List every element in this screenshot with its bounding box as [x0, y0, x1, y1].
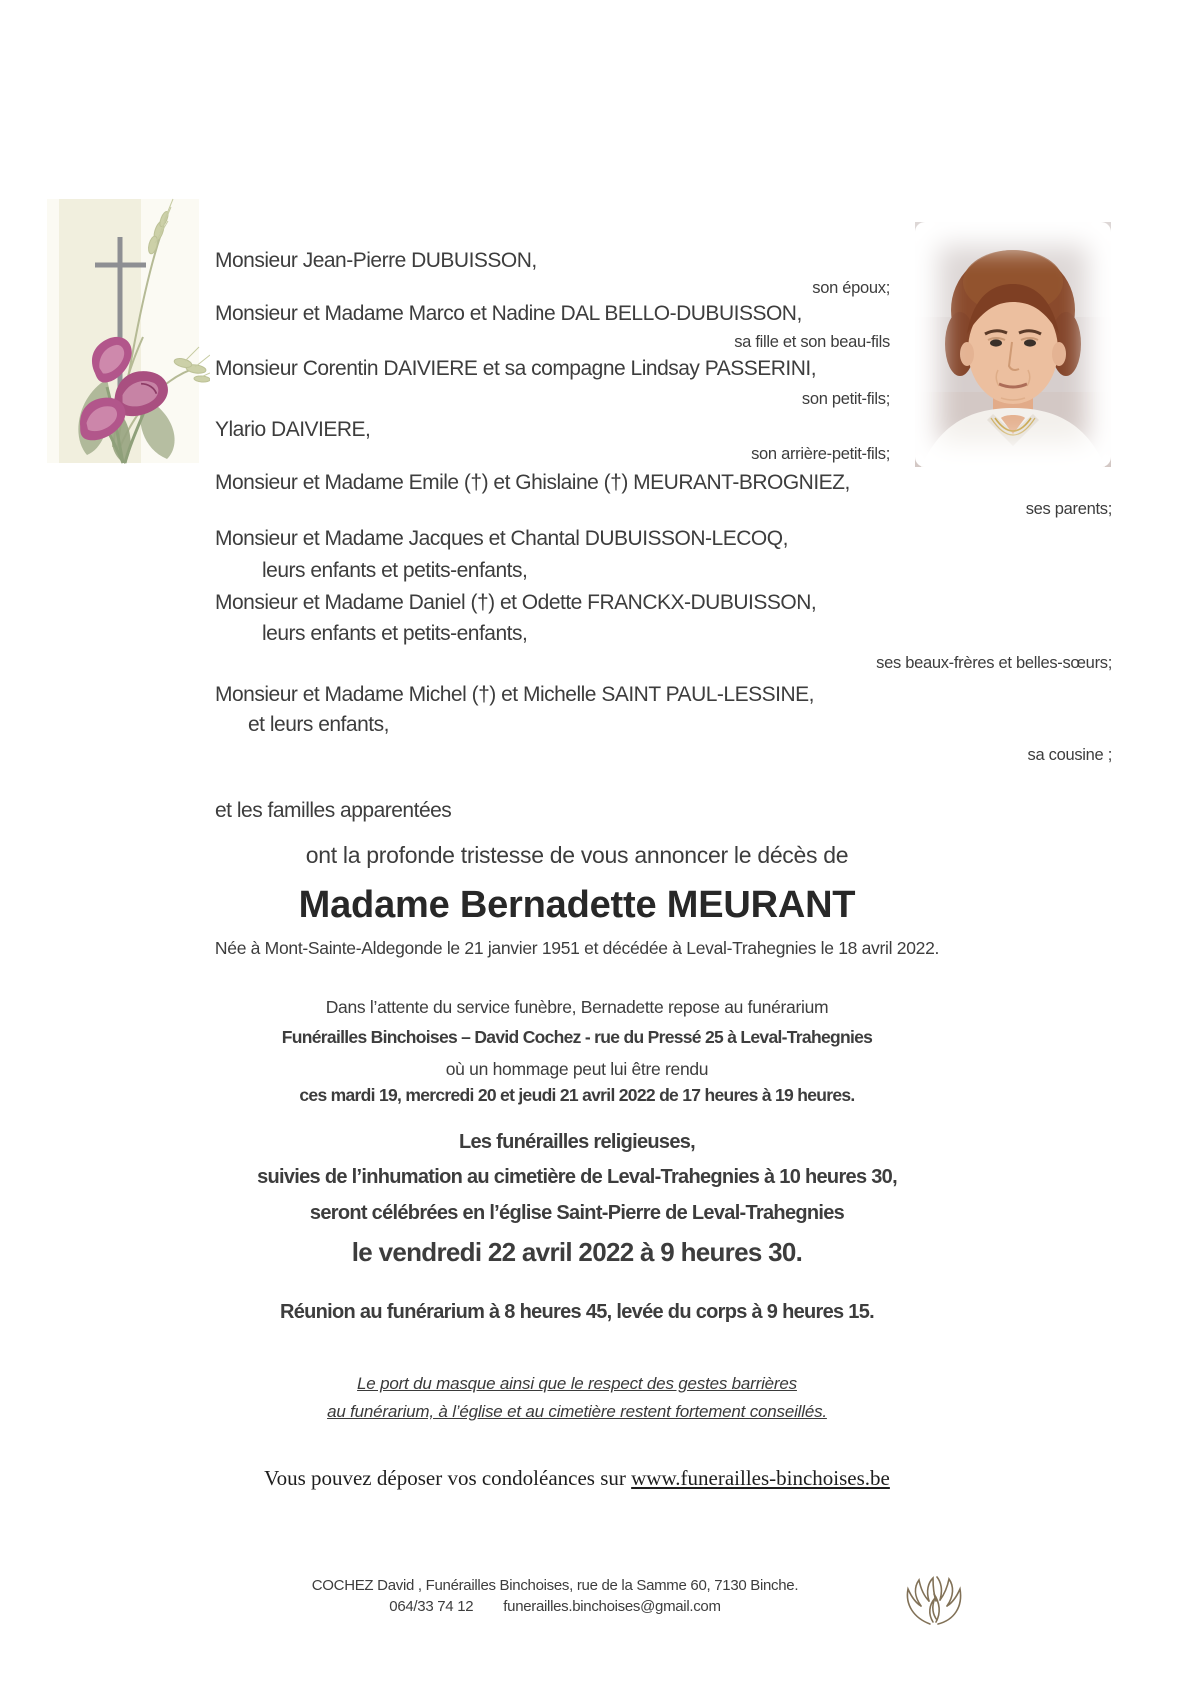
- family-member-line: leurs enfants et petits-enfants,: [262, 559, 528, 582]
- footer-email: funerailles.binchoises@gmail.com: [503, 1598, 721, 1615]
- family-member-line: Monsieur et Madame Michel (†) et Michelle SAINT PAUL-LESSINE,: [215, 683, 814, 706]
- funeral-date-line: le vendredi 22 avril 2022 à 9 heures 30.: [351, 1237, 803, 1267]
- birth-death-line: Née à Mont-Sainte-Aldegonde le 21 janvier 1951 et décédée à Leval-Trahegnies le 18 avril 2022.: [214, 938, 940, 958]
- family-member-line: Monsieur Jean-Pierre DUBUISSON,: [215, 249, 537, 272]
- condolences-website-link[interactable]: www.funerailles-binchoises.be: [631, 1466, 890, 1490]
- deceased-portrait-photo: [915, 222, 1111, 467]
- condolences-line: [0, 1467, 1154, 1489]
- relationship-label: son époux;: [812, 279, 890, 297]
- calla-lily-cross-artwork: [47, 197, 210, 465]
- funeral-home-logo: [900, 1576, 968, 1630]
- visiting-hours-line: ces mardi 19, mercredi 20 et jeudi 21 avril 2022 de 17 heures à 19 heures.: [299, 1085, 855, 1105]
- relationship-label: son arrière-petit-fils;: [751, 445, 890, 463]
- funeral-line: seront célébrées en l’église Saint-Pierre de Leval-Trahegnies: [309, 1202, 845, 1224]
- funeral-home-address-line: Funérailles Binchoises – David Cochez - rue du Pressé 25 à Leval-Trahegnies: [281, 1027, 873, 1047]
- family-member-line: Monsieur et Madame Jacques et Chantal DUBUISSON-LECOQ,: [215, 527, 788, 550]
- footer-address-line: COCHEZ David , Funérailles Binchoises, rue de la Samme 60, 7130 Binche.: [311, 1577, 799, 1594]
- relationship-label: sa fille et son beau-fils: [734, 333, 890, 351]
- relationship-label: ses beaux-frères et belles-sœurs;: [876, 654, 1112, 672]
- condolences-text: Vous pouvez déposer vos condoléances sur: [264, 1466, 632, 1490]
- portrait-illustration: [915, 222, 1111, 467]
- family-member-line: Monsieur et Madame Marco et Nadine DAL BELLO-DUBUISSON,: [215, 302, 802, 325]
- family-member-line: Ylario DAIVIERE,: [215, 418, 371, 441]
- footer-phone: 064/33 74 12: [389, 1598, 474, 1615]
- announcement-intro: ont la profonde tristesse de vous annoncer le décès de: [305, 842, 849, 868]
- family-member-line: et leurs enfants,: [248, 713, 389, 736]
- covid-notice-line: au funérarium, à l’église et au cimetière restent fortement conseillés.: [327, 1402, 827, 1421]
- relationship-label: son petit-fils;: [801, 390, 890, 408]
- funeral-line: Les funérailles religieuses,: [458, 1131, 696, 1153]
- relationship-label: sa cousine ;: [1027, 746, 1112, 764]
- relationship-label: ses parents;: [1025, 500, 1112, 518]
- family-member-line: Monsieur et Madame Emile (†) et Ghislaine (†) MEURANT-BROGNIEZ,: [215, 471, 850, 494]
- family-member-line: Monsieur Corentin DAIVIERE et sa compagne Lindsay PASSERINI,: [215, 357, 817, 380]
- family-member-line: leurs enfants et petits-enfants,: [262, 622, 528, 645]
- phoenix-wings-icon: [900, 1576, 968, 1630]
- calla-lily-cross-illustration: [47, 197, 210, 465]
- meeting-time-line: Réunion au funérarium à 8 heures 45, levée du corps à 9 heures 15.: [279, 1301, 875, 1323]
- deceased-name: Madame Bernadette MEURANT: [298, 884, 856, 926]
- family-member-line: Monsieur et Madame Daniel (†) et Odette FRANCKX-DUBUISSON,: [215, 591, 817, 614]
- repose-line: Dans l’attente du service funèbre, Bernadette repose au funérarium: [325, 997, 829, 1017]
- family-member-line: et les familles apparentées: [215, 799, 452, 822]
- repose-line: où un hommage peut lui être rendu: [445, 1059, 709, 1079]
- funeral-line: suivies de l’inhumation au cimetière de Leval-Trahegnies à 10 heures 30,: [257, 1166, 897, 1188]
- covid-notice-line: Le port du masque ainsi que le respect des gestes barrières: [357, 1374, 797, 1393]
